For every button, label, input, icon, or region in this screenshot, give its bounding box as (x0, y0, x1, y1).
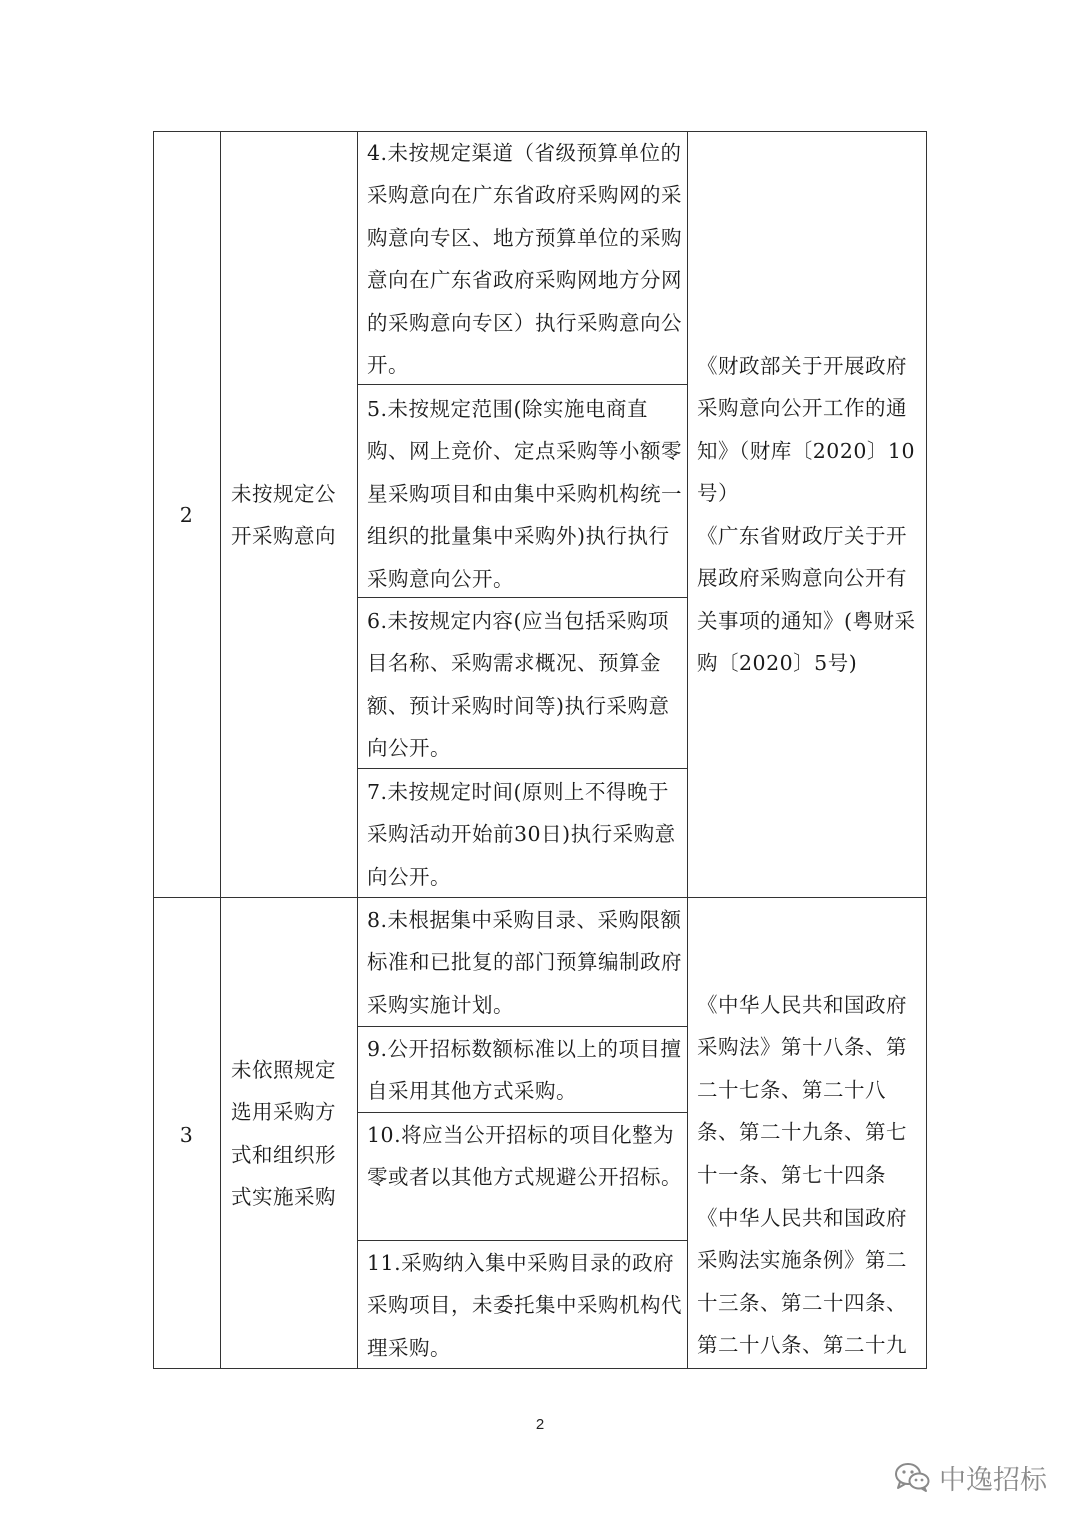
wechat-icon (893, 1461, 931, 1493)
table-divider-num (220, 131, 221, 1369)
row-category: 未依照规定选用采购方式和组织形式实施采购 (231, 1058, 336, 1210)
row-category: 未按规定公开采购意向 (231, 482, 336, 549)
item-divider (357, 1240, 688, 1241)
row-number: 2 (179, 503, 194, 527)
regulation-table (153, 131, 927, 1369)
legal-basis: 《广东省财政厅关于开展政府采购意向公开有关事项的通知》(粤财采购〔2020〕5号) (697, 524, 916, 676)
table-divider-category (357, 131, 358, 1369)
page-number: 2 (535, 1416, 545, 1433)
legal-basis: 《中华人民共和国政府采购法》第十八条、第二十七条、第二十八条、第二十九条、第七十一条、第七十四条 (697, 993, 907, 1187)
violation-item: 11.采购纳入集中采购目录的政府采购项目，未委托集中采购机构代理采购。 (367, 1251, 682, 1360)
row-number: 3 (179, 1123, 194, 1147)
legal-basis: 《财政部关于开展政府采购意向公开工作的通知》（财库〔2020〕10号） (697, 354, 916, 506)
violation-item: 7.未按规定时间(原则上不得晚于采购活动开始前30日)执行采购意向公开。 (367, 780, 676, 889)
violation-item: 10.将应当公开招标的项目化整为零或者以其他方式规避公开招标。 (367, 1123, 682, 1190)
violation-item: 8.未根据集中采购目录、采购限额标准和已批复的部门预算编制政府采购实施计划。 (367, 908, 682, 1017)
watermark (893, 1455, 1047, 1499)
table-divider-items (687, 131, 688, 1369)
watermark-text: 中逸招标 (939, 1464, 1047, 1496)
table-border-left (153, 131, 154, 1369)
violation-item: 6.未按规定内容(应当包括采购项目名称、采购需求概况、预算金额、预计采购时间等)执行采购意向公开。 (367, 609, 670, 761)
table-border-right (926, 131, 927, 1369)
violation-item: 9.公开招标数额标准以上的项目擅自采用其他方式采购。 (367, 1037, 682, 1104)
violation-item: 4.未按规定渠道（省级预算单位的采购意向在广东省政府采购网的采购意向专区、地方预算单位的采购意向在广东省政府采购网地方分网的采购意向专区）执行采购意向公开。 (367, 141, 682, 378)
violation-item: 5.未按规定范围(除实施电商直购、网上竞价、定点采购等小额零星采购项目和由集中采购机构统一组织的批量集中采购外)执行执行采购意向公开。 (367, 397, 682, 591)
legal-basis: 《中华人民共和国政府采购法实施条例》第二十三条、第二十四条、第二十八条、第二十九 (697, 1206, 907, 1358)
